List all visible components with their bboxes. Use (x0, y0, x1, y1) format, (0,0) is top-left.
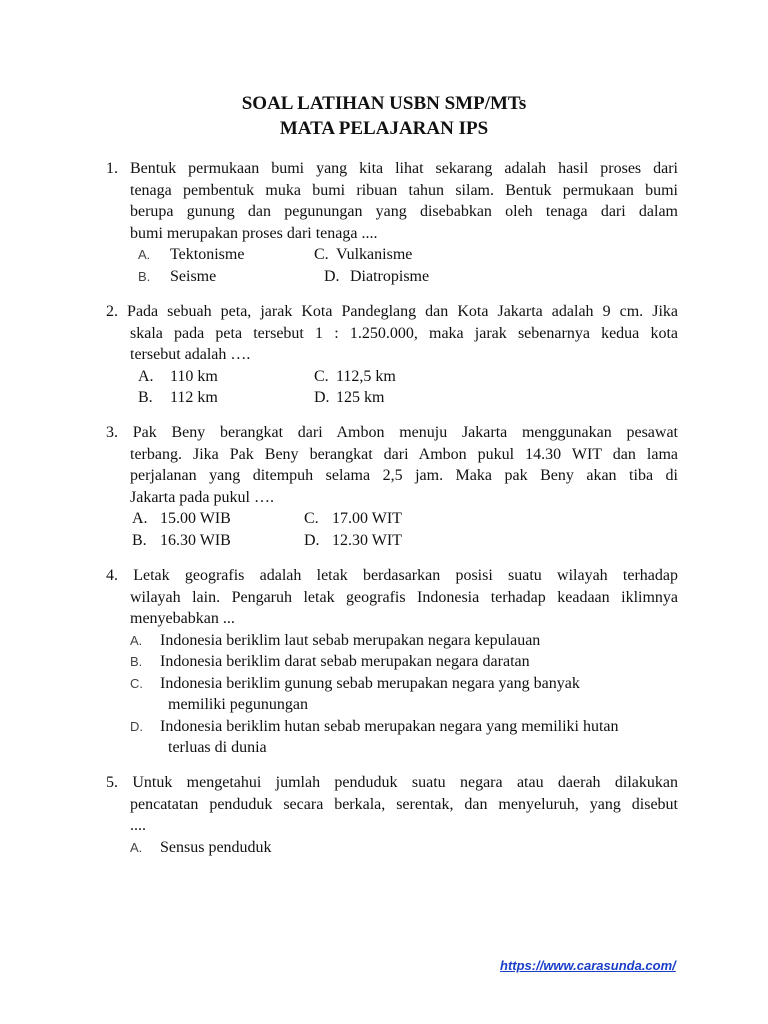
title-line-1: SOAL LATIHAN USBN SMP/MTs (241, 93, 527, 114)
question-5-line-2: pencatatan penduduk secara berkala, serentak, dan menyeluruh, yang disebut (130, 795, 678, 813)
option-c[interactable]: C. 17.00 WIT (304, 510, 402, 527)
option-a[interactable]: A. Tektonisme (138, 246, 245, 263)
option-d[interactable]: D. 125 km (314, 389, 385, 406)
option-c[interactable]: C. Vulkanisme (314, 246, 413, 263)
question-3-line-3: perjalanan yang ditempuh selama 2,5 jam. Maka pak Beny akan tiba di (130, 467, 678, 484)
question-4 (106, 565, 678, 759)
question-1-line-3: berupa gunung dan pegunungan yang disebabkan oleh tenaga dari dalam (130, 203, 678, 220)
question-2-options-row-1 (106, 366, 678, 388)
option-b[interactable]: B. Indonesia beriklim darat sebab merupakan negara daratan (130, 653, 530, 670)
question-2-line-3: tersebut adalah …. (130, 346, 251, 363)
question-1-line-2: tenaga pembentuk muka bumi ribuan tahun silam. Bentuk permukaan bumi (130, 181, 678, 199)
question-5-line-3: .... (130, 817, 146, 834)
option-b[interactable]: B. 112 km (138, 389, 218, 406)
title-line-2: MATA PELAJARAN IPS (279, 118, 489, 139)
question-2-line-1: 2. Pada sebuah peta, jarak Kota Pandeglang dan Kota Jakarta adalah 9 cm. Jika (106, 303, 678, 320)
option-c[interactable]: C. 112,5 km (314, 367, 396, 385)
option-b[interactable]: B. Seisme (138, 267, 217, 285)
question-4-line-2: wilayah lain. Pengaruh letak geografis Indonesia terhadap keadaan iklimnya (130, 588, 678, 606)
question-2-options-row-2 (106, 387, 678, 409)
question-1-line-4: bumi merupakan proses dari tenaga .... (130, 224, 378, 242)
option-a[interactable]: A. 110 km (138, 367, 218, 385)
question-1 (106, 158, 678, 287)
question-3 (106, 422, 678, 551)
option-a[interactable]: A. Sensus penduduk (130, 838, 272, 856)
option-a[interactable]: A. Indonesia beriklim laut sebab merupakan negara kepulauan (130, 631, 541, 649)
option-a[interactable]: A. 15.00 WIB (132, 510, 231, 527)
option-c[interactable]: C. Indonesia beriklim gunung sebab merupakan negara yang banyak memiliki pegunungan (130, 674, 580, 713)
question-5-line-1: 5. Untuk mengetahui jumlah penduduk suatu negara atau daerah dilakukan (106, 774, 678, 791)
footer-link[interactable]: https://www.carasunda.com/ (500, 958, 676, 973)
question-1-options-row-1 (106, 244, 678, 266)
question-5 (106, 772, 678, 858)
question-4-line-3: menyebabkan ... (130, 610, 235, 627)
question-3-options-row-1 (106, 508, 678, 530)
question-4-line-1: 4. Letak geografis adalah letak berdasarkan posisi suatu wilayah terhadap (106, 567, 678, 584)
question-1-options-row-2 (106, 266, 678, 288)
question-3-options-row-2 (106, 530, 678, 552)
question-1-line-1: 1. Bentuk permukaan bumi yang kita lihat sekarang adalah hasil proses dari (106, 160, 678, 177)
question-3-line-1: 3. Pak Beny berangkat dari Ambon menuju Jakarta menggunakan pesawat (106, 424, 678, 441)
question-2-line-2: skala pada peta tersebut 1 : 1.250.000, maka jarak sebenarnya kedua kota (130, 324, 678, 342)
question-3-line-2: terbang. Jika Pak Beny berangkat dari Ambon pukul 14.30 WIT dan lama (130, 445, 678, 463)
option-b[interactable]: B. 16.30 WIB (132, 531, 231, 549)
option-d[interactable]: D. 12.30 WIT (304, 531, 402, 549)
question-2 (106, 301, 678, 409)
question-3-line-4: Jakarta pada pukul …. (130, 488, 274, 506)
option-d[interactable]: D. Indonesia beriklim hutan sebab merupakan negara yang memiliki hutan terluas di dunia (130, 717, 619, 756)
option-d[interactable]: D. Diatropisme (324, 267, 430, 285)
